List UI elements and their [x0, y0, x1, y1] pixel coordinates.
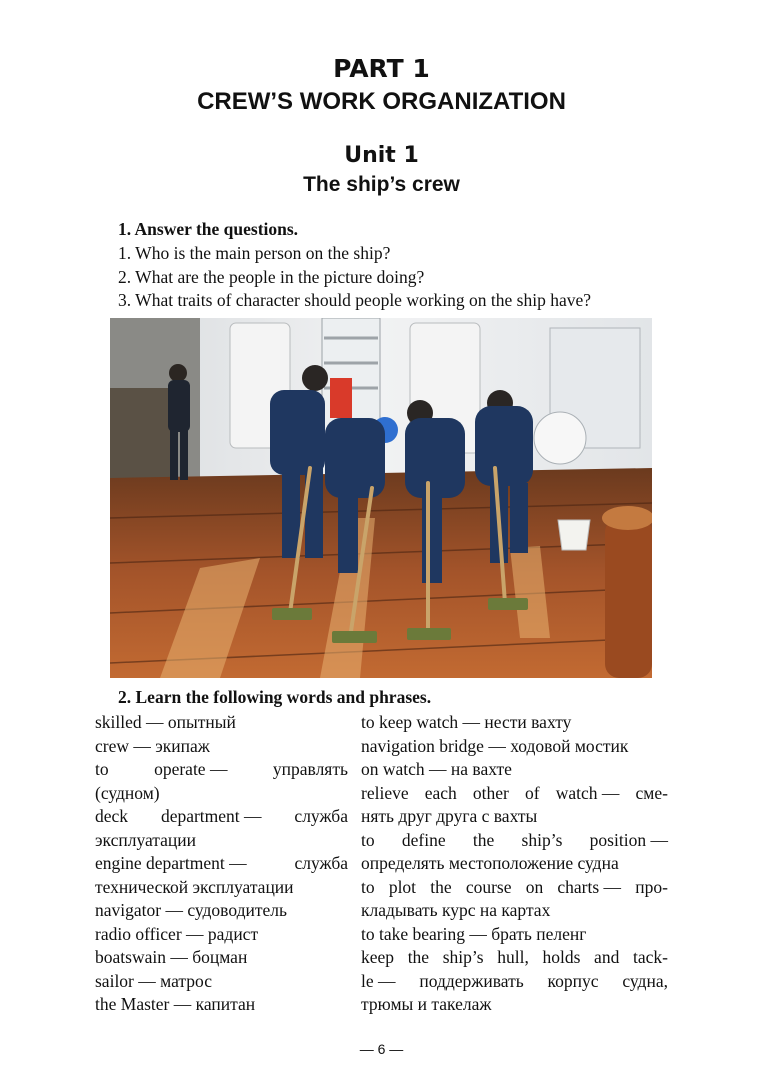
- word: le —: [361, 970, 396, 991]
- vocab-entry: кладывать курс на картах: [361, 900, 551, 920]
- exercise-1-heading: 1. Answer the questions.: [118, 219, 299, 239]
- word: служба: [294, 806, 348, 826]
- vocab-entry: skilled — опытный: [95, 712, 236, 732]
- part-number: PART 1: [333, 54, 430, 83]
- word: управлять: [272, 759, 348, 779]
- word: про-: [635, 876, 668, 897]
- word: keep: [361, 947, 395, 967]
- word: and: [594, 947, 620, 967]
- vocab-entry: on watch — на вахте: [361, 759, 512, 779]
- vocab-entry: radio officer — радист: [95, 923, 259, 944]
- vocab-entry: to keep watch — нести вахту: [361, 712, 572, 732]
- word: служба: [294, 853, 348, 873]
- vocab-entry: navigation bridge — ходовой мостик: [361, 735, 629, 756]
- vocab-entry: эксплуатации: [95, 829, 197, 850]
- vocab-entry-justified: [361, 876, 668, 900]
- word: of: [525, 782, 540, 803]
- word: to: [361, 876, 375, 897]
- page-number: — 6 —: [359, 1041, 404, 1057]
- word: operate —: [154, 759, 228, 779]
- word: position —: [589, 829, 668, 850]
- vocab-entry: navigator — судоводитель: [95, 900, 287, 920]
- part-title: CREW’S WORK ORGANIZATION: [197, 88, 566, 115]
- word: ship’s: [442, 947, 484, 967]
- question-2: 2. What are the people in the picture doing?: [118, 267, 425, 287]
- vocab-entry: технической эксплуатации: [95, 876, 294, 897]
- vocab-entry: crew — экипаж: [95, 735, 210, 756]
- word: department —: [160, 806, 262, 826]
- vocab-entry-justified: [95, 805, 348, 829]
- word: сме-: [635, 782, 668, 803]
- vocabulary-right-column: [361, 711, 668, 1017]
- vocab-entry: трюмы и такелаж: [361, 994, 492, 1014]
- word: судна,: [622, 970, 668, 991]
- word: holds: [542, 947, 581, 967]
- vocab-entry-justified: [95, 758, 348, 782]
- vocab-entry: определять местоположение судна: [361, 853, 619, 873]
- vocab-entry-justified: [361, 970, 668, 994]
- vocab-entry: нять друг друга с вахты: [361, 806, 538, 826]
- word: other: [472, 782, 509, 803]
- unit-title: The ship’s crew: [303, 173, 460, 196]
- word: the: [430, 876, 452, 897]
- word: each: [424, 782, 457, 803]
- word: to: [361, 829, 375, 850]
- unit-number: Unit 1: [344, 143, 419, 168]
- vocab-entry-justified: [361, 782, 668, 806]
- question-1: 1. Who is the main person on the ship?: [118, 243, 391, 263]
- vocab-entry: the Master — капитан: [95, 994, 256, 1014]
- word: the: [407, 947, 430, 967]
- word: поддерживать: [419, 970, 524, 991]
- word: watch —: [555, 782, 620, 803]
- word: the: [472, 829, 495, 850]
- exercise-2-heading: 2. Learn the following words and phrases.: [118, 687, 432, 707]
- vocab-entry: boatswain — боцман: [95, 947, 248, 967]
- word: hull,: [497, 947, 529, 967]
- word: charts —: [557, 876, 622, 897]
- vocab-entry: (судном): [95, 782, 160, 803]
- word: deck: [95, 806, 129, 826]
- vocab-entry: to take bearing — брать пеленг: [361, 923, 587, 944]
- word: define: [401, 829, 446, 850]
- word: корпус: [547, 970, 599, 991]
- word: course: [465, 876, 512, 897]
- deck-cleaning-photo: [110, 318, 652, 678]
- word: ship’s: [521, 829, 563, 850]
- question-3: 3. What traits of character should people working on the ship have?: [118, 290, 592, 310]
- vocab-entry-justified: [361, 946, 668, 970]
- word: tack-: [632, 947, 668, 967]
- vocab-entry-justified: [95, 852, 348, 876]
- vocab-entry: sailor — матрос: [95, 970, 212, 991]
- word: engine department —: [95, 853, 247, 873]
- word: on: [525, 876, 544, 897]
- vocabulary-left-column: [95, 711, 348, 1017]
- word: relieve: [361, 782, 409, 803]
- word: plot: [388, 876, 417, 897]
- vocab-entry-justified: [361, 829, 668, 853]
- word: to: [95, 759, 109, 779]
